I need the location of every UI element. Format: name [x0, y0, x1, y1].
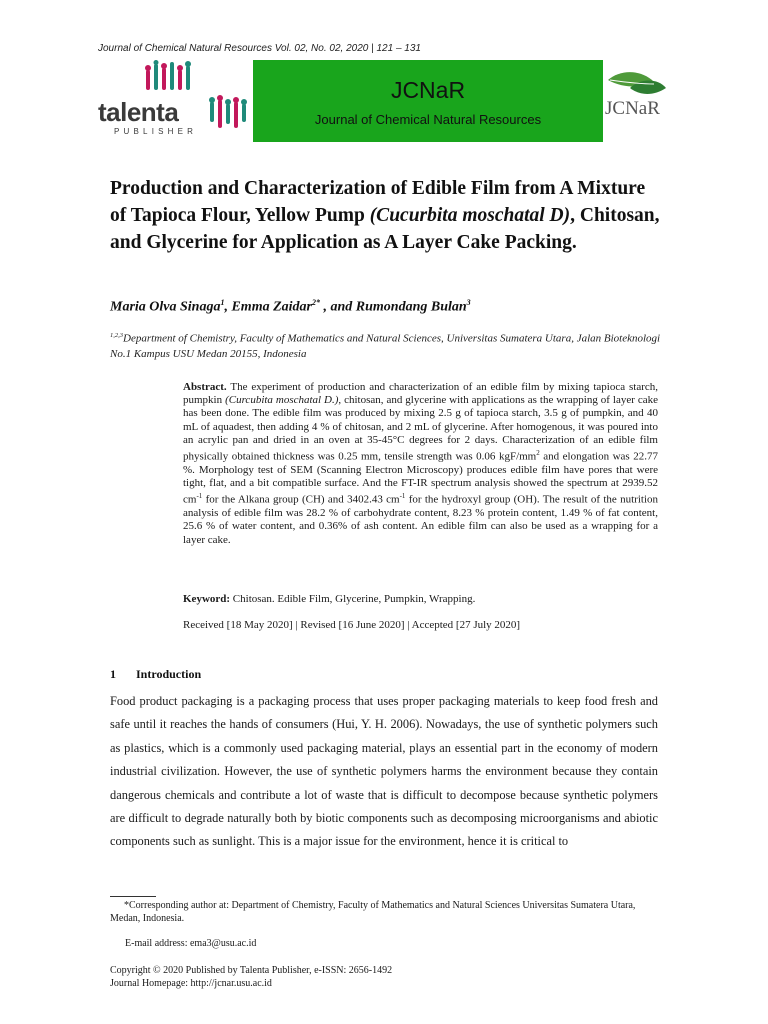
- section-heading: [110, 667, 201, 682]
- abstract-sup-1: 2: [536, 449, 540, 458]
- affiliation-text: Department of Chemistry, Faculty of Mathematics and Natural Sciences, Universitas Sumatera Utara, Jalan Bioteknologi No.1 Kampus USU Medan 20155, Indonesia: [110, 332, 661, 360]
- author-2: , Emma Zaidar: [224, 299, 312, 315]
- copyright-line: Copyright © 2020 Published by Talenta Publisher, e-ISSN: 2656-1492: [110, 965, 393, 976]
- affiliation-sup: 1,2,3: [110, 332, 123, 339]
- abstract-species: (Curcubita moschatal D.): [225, 394, 339, 407]
- publisher-logo-wordmark: talenta: [98, 97, 179, 127]
- author-3-sup: 3: [466, 298, 471, 307]
- title-part-a: Production and Characterization of Edible Film from A Mixture of Tapioca Flour, Yellow Pump: [110, 178, 646, 226]
- abstract-p3: and elongation was 22.77 %. Morphology test of SEM (Scanning Electron Microscopy) produces edible film have pores that were tight, flat, and a bit compatible surface. And the FT-IR spectrum analysis showed the spectrum at 2939.52 cm: [183, 450, 658, 506]
- title-species: (Cucurbita moschatal D): [369, 205, 571, 226]
- abstract-sup-2: -1: [196, 492, 203, 501]
- section-number: 1: [110, 667, 116, 681]
- corresponding-author-footnote: *Corresponding author at: Department of Chemistry, Faculty of Mathematics and Natural Sciences Universitas Sumatera Utara, Medan, Indonesia.: [110, 900, 636, 924]
- article-title: [110, 175, 662, 256]
- keyword-list: Chitosan. Edible Film, Glycerine, Pumpkin, Wrapping.: [230, 593, 476, 605]
- banner-title: JCNaR: [390, 77, 466, 103]
- abstract-p1: The experiment of production and characterization of an edible film by mixing tapioca starch, pumpkin: [183, 381, 658, 407]
- keywords: [183, 593, 658, 605]
- publisher-logo-subtitle: PUBLISHER: [114, 127, 198, 136]
- banner-subtitle: Journal of Chemical Natural Resources: [314, 112, 542, 127]
- author-3: , and Rumondang Bulan: [319, 299, 467, 315]
- abstract-label: Abstract.: [183, 381, 227, 393]
- author-list: [110, 298, 670, 316]
- title-part-b: , Chitosan, and Glycerine for Application as A Layer Cake Packing.: [110, 205, 660, 253]
- received-dates: Received [18 May 2020] | Revised [16 June 2020] | Accepted [27 July 2020]: [183, 619, 521, 631]
- author-1-sup: 1: [220, 298, 225, 307]
- homepage-line: Journal Homepage: http://jcnar.usu.ac.id: [110, 978, 272, 990]
- abstract-p5: for the hydroxyl group (OH). The result of the nutrition analysis of edible film was 28.2 % of carbohydrate content, 8.23 % protein content, 1.49 % of fat content, 25.6 % of water content, and 0.36% of ash content. An edible film can also be used as a wrapping for a layer cake.: [183, 493, 658, 546]
- journal-citation-line: Journal of Chemical Natural Resources Vol. 02, No. 02, 2020 | 121 – 131: [98, 43, 421, 54]
- introduction-body: Food product packaging is a packaging process that uses proper packaging materials to keep food fresh and safe until it reaches the hands of consumers (Hui, Y. H. 2006). Nowadays, the use of synthetic polymers such as plastics, which is a commonly used packaging material, plays an essential part in the economy of modern industrial civilization. However, the use of synthetic polymers harms the environment because they contain dangerous chemicals and contribute a lot of waste that is difficult to decompose because synthetic polymers are difficult to degrade naturally both by biotic components such as decomposing microorganisms and abiotic components such as sunlight. This is a major issue for the environment, hence it is critical to: [110, 694, 658, 849]
- abstract-p4: for the Alkana group (CH) and 3402.43 cm: [202, 493, 400, 506]
- journal-logo-text: JCNaR: [605, 98, 660, 119]
- abstract: [183, 381, 658, 547]
- author-1: Maria Olva Sinaga: [110, 299, 221, 315]
- keyword-label: Keyword:: [183, 593, 231, 605]
- footnote-divider: [110, 896, 156, 897]
- copyright-block: [110, 964, 658, 991]
- abstract-p2: , chitosan, and glycerine with applications as the wrapping of layer cake has been done. The edible film was produced by mixing 2.5 g of tapioca starch, 3.5 g of pumpkin, and 40 mL of aquadest, then adding 4 % of chitosan, and 2 mL of glycerine. After homogenous, it was poured into an acrylic pan and dried in an oven at 35-45°C degrees for 2 days. Characterization of an edible film physically obtained thickness was 0.25 mm, tensile strength was 0.06 kgF/mm: [183, 394, 658, 463]
- affiliation: [110, 328, 670, 362]
- section-title: Introduction: [136, 667, 202, 681]
- email-address: E-mail address: ema3@usu.ac.id: [125, 938, 257, 949]
- author-2-sup: 2*: [311, 298, 320, 307]
- abstract-sup-3: -1: [399, 492, 406, 501]
